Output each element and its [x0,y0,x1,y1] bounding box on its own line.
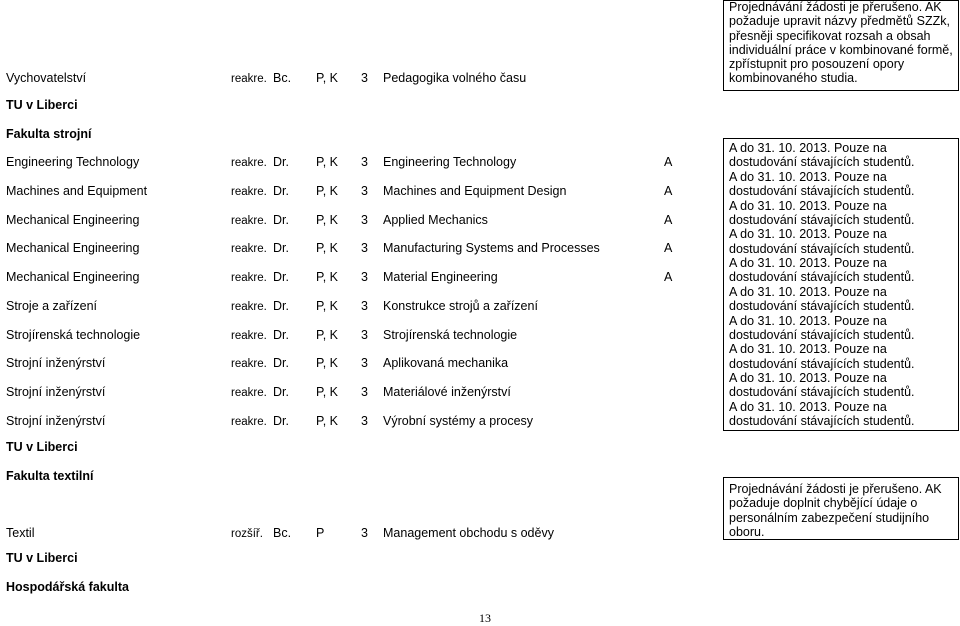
row-program: Engineering Technology [6,155,140,169]
row-years: 3 [361,298,368,313]
row-level: Dr. [273,270,289,284]
row-program: Mechanical Engineering [6,241,140,256]
page-number: 13 [479,611,491,625]
top-program: Vychovatelství [6,71,87,85]
row-years: 3 [361,241,368,256]
row-level: Dr. [273,385,289,399]
row-form: P, K [316,270,339,284]
row-type: reakre. [231,300,267,313]
row-note: A do 31. 10. 2013. Pouze na dostudování stávajících studentů. [729,141,915,170]
top-level: Bc. [273,71,292,85]
faculty-heading: Fakulta textilní [6,469,94,483]
row-field: Machines and Equipment Design [383,183,567,198]
row-field: Material Engineering [383,270,498,284]
row-level: Dr. [273,183,289,198]
top-field: Pedagogika volného času [383,71,527,85]
row-form: P, K [316,155,339,169]
faculty-heading: Fakulta strojní [6,127,92,141]
textil-form: P [316,526,325,540]
row-level: Dr. [273,241,289,256]
textil-level: Bc. [273,526,292,540]
row-note: A do 31. 10. 2013. Pouze na dostudování stávajících studentů. [729,371,915,400]
row-field: Materiálové inženýrství [383,385,511,399]
row-field: Konstrukce strojů a zařízení [383,298,538,313]
row-years: 3 [361,270,368,284]
top-note: Projednávání žádosti je přerušeno. AK požaduje upravit názvy předmětů SZZk, přesněji specifikovat rozsah a obsah individuální práce v kombinované formě, zpřístupnit pro posouzení opory kombinovaného studia. [729,0,953,86]
row-level: Dr. [273,327,289,342]
row-program: Strojní inženýrství [6,385,106,399]
row-level: Dr. [273,212,289,227]
row-type: reakre. [231,243,267,256]
row-years: 3 [361,413,368,428]
textil-field: Management obchodu s oděvy [383,526,554,540]
row-note: A do 31. 10. 2013. Pouze na dostudování stávajících studentů. [729,227,915,256]
row-program: Mechanical Engineering [6,270,140,284]
textil-years: 3 [361,526,368,540]
row-years: 3 [361,327,368,342]
row-type: reakre. [231,185,267,198]
row-years: 3 [361,356,368,371]
row-note: A do 31. 10. 2013. Pouze na dostudování stávajících studentů. [729,198,915,227]
row-type: reakre. [231,157,267,169]
row-field: Engineering Technology [383,155,517,169]
row-language: A [664,155,673,169]
row-type: reakre. [231,358,267,371]
row-program: Strojní inženýrství [6,413,106,428]
row-field: Strojírenská technologie [383,327,518,342]
row-program: Stroje a zařízení [6,298,98,313]
textil-note: Projednávání žádosti je přerušeno. AK požaduje doplnit chybějící údaje o personálním zabezpečení studijního oboru. [729,482,942,539]
row-type: reakre. [231,415,267,428]
row-form: P, K [316,212,339,227]
university-heading: TU v Liberci [6,440,78,454]
faculty-heading: Hospodářská fakulta [6,580,129,594]
row-field: Výrobní systémy a procesy [383,413,534,428]
row-years: 3 [361,385,368,399]
row-program: Strojní inženýrství [6,356,106,371]
top-form: P, K [316,71,339,85]
row-field: Manufacturing Systems and Processes [383,241,600,256]
row-level: Dr. [273,298,289,313]
top-type: reakre. [231,73,267,85]
row-years: 3 [361,212,368,227]
row-note: A do 31. 10. 2013. Pouze na dostudování stávajících studentů. [729,342,915,371]
row-program: Strojírenská technologie [6,327,141,342]
row-years: 3 [361,155,368,169]
row-language: A [664,183,673,198]
university-heading: TU v Liberci [6,98,78,112]
textil-program: Textil [6,526,35,540]
row-type: reakre. [231,329,267,342]
row-language: A [664,241,673,256]
row-language: A [664,212,673,227]
row-form: P, K [316,298,339,313]
row-note: A do 31. 10. 2013. Pouze na dostudování stávajících studentů. [729,256,915,285]
row-years: 3 [361,183,368,198]
row-form: P, K [316,327,339,342]
row-field: Applied Mechanics [383,212,488,227]
row-note: A do 31. 10. 2013. Pouze na dostudování stávajících studentů. [729,313,915,342]
university-heading: TU v Liberci [6,551,78,565]
top-years: 3 [361,71,368,85]
row-program: Mechanical Engineering [6,212,140,227]
row-form: P, K [316,183,339,198]
row-note: A do 31. 10. 2013. Pouze na dostudování stávajících studentů. [729,399,915,429]
textil-type: rozšíř. [231,528,263,540]
row-form: P, K [316,356,339,371]
row-form: P, K [316,413,339,428]
row-level: Dr. [273,356,289,371]
row-level: Dr. [273,155,289,169]
row-language: A [664,270,673,284]
row-level: Dr. [273,413,289,428]
row-note: A do 31. 10. 2013. Pouze na dostudování stávajících studentů. [729,169,915,199]
row-type: reakre. [231,214,267,227]
row-type: reakre. [231,272,267,284]
row-program: Machines and Equipment [6,183,148,198]
row-field: Aplikovaná mechanika [383,356,509,371]
row-form: P, K [316,241,339,256]
row-note: A do 31. 10. 2013. Pouze na dostudování stávajících studentů. [729,284,915,314]
row-type: reakre. [231,387,267,399]
row-form: P, K [316,385,339,399]
